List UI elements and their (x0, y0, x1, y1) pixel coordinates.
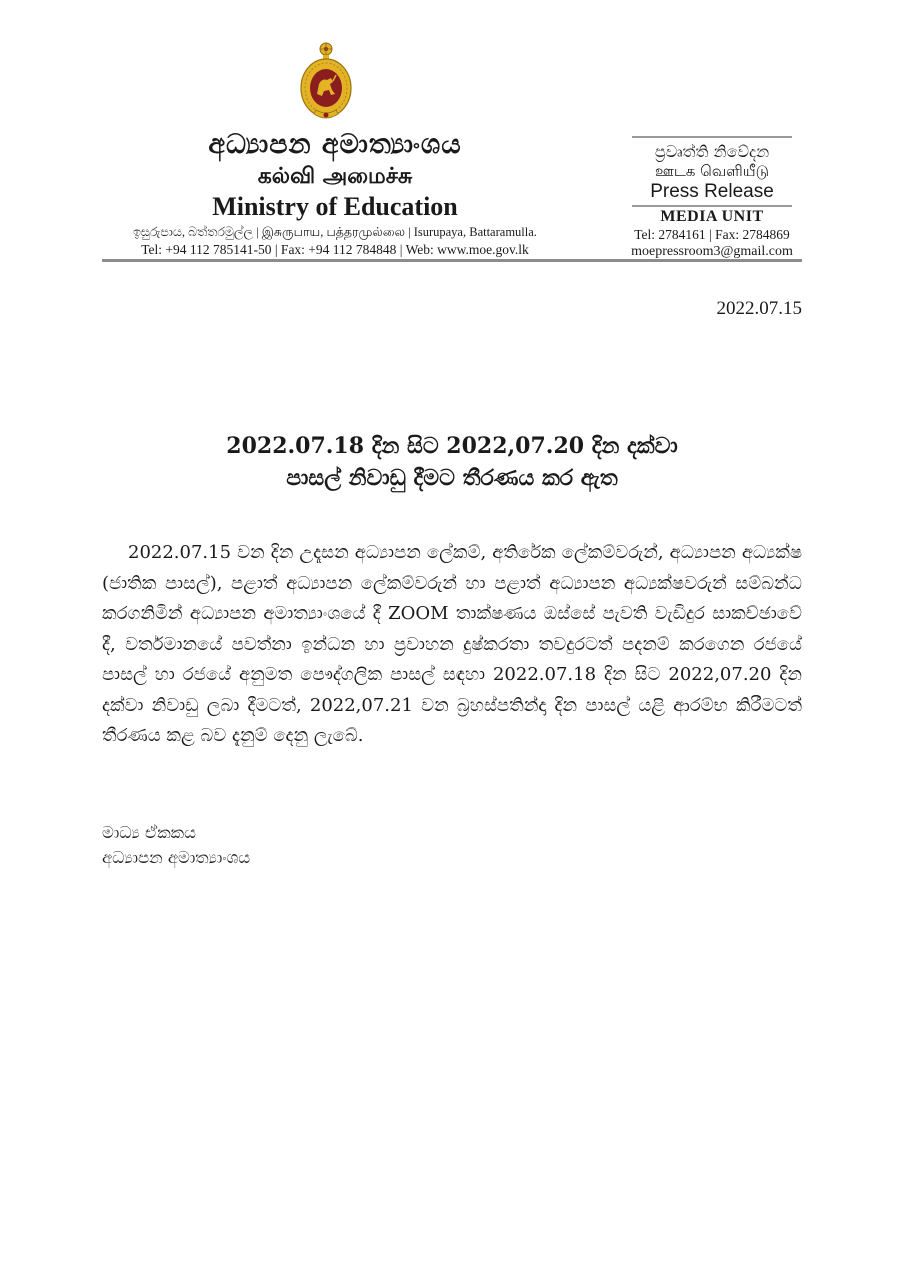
media-unit-label: MEDIA UNIT (660, 208, 764, 225)
ministry-name-english: Ministry of Education (212, 192, 458, 221)
title-line-1: 2022.07.18 දින සිට 2022,07.20 දින දක්වා (226, 433, 678, 459)
media-unit-email: moepressroom3@gmail.com (631, 244, 793, 259)
press-release-box (632, 136, 792, 207)
ministry-address: ඉසුරුපාය, බත්තරමුල්ල | இசுருபாய, பத்தரமுல்லை | Isurupaya, Battaramulla. (133, 225, 537, 239)
title-line-2: පාසල් නිවාඩු දීමට තීරණය කර ඇත (286, 465, 618, 491)
ministry-header (100, 128, 570, 259)
document-body: 2022.07.15 වන දින උදෑසන අධ්‍යාපන ලේකම්, අතිරේක ලේකම්වරුන්, අධ්‍යාපන අධ්‍යක්ෂ (ජාතික පාසල්), පළාත් අධ්‍යාපන ලේකම්වරුන් හා පළාත් අධ්‍යාපන අධ්‍යක්ෂවරුන් සම්බන්ධ කරගනිමින් අධ්‍යාපන අමාත්‍යාංශයේ දී ZOOM තාක්ෂණය ඔස්සේ පැවති වැඩිදුර සාකච්ඡාවේ දී, වර්තමානයේ පවත්නා ඉන්ධන හා ප්‍රවාහන දුෂ්කරතා තවදුරටත් පදනම් කරගෙන රජයේ පාසල් හා රජයේ අනුමත පෞද්ගලික පාසල් සඳහා 2022.07.18 දින සිට 2022,07.20 දින දක්වා නිවාඩු ලබා දීමටත්, 2022,07.21 වන බ්‍රහස්පතින්දා දින පාසල් යළි ආරම්භ කිරීමටත් තීරණය කළ බව දැනුම් දෙනු ලැබේ. (102, 542, 802, 746)
press-release-english: Press Release (650, 181, 774, 202)
document-title (102, 430, 802, 494)
ministry-name-tamil: கல்வி அமைச்சு (257, 163, 413, 189)
media-unit-block (620, 136, 804, 260)
press-release-tamil: ஊடக வெளியீடு (654, 162, 770, 180)
header-divider (102, 259, 802, 262)
ministry-name-sinhala: අධ්‍යාපන අමාත්‍යාංශය (208, 129, 462, 160)
signoff-ministry: අධ්‍යාපන අමාත්‍යාංශය (102, 848, 251, 867)
national-emblem-icon (300, 42, 352, 126)
signoff-unit: මාධ්‍ය ඒකකය (102, 823, 196, 842)
document-date: 2022.07.15 (716, 298, 802, 319)
document-signoff (102, 820, 250, 870)
ministry-contact: Tel: +94 112 785141-50 | Fax: +94 112 784848 | Web: www.moe.gov.lk (141, 242, 529, 257)
media-unit-tel-fax: Tel: 2784161 | Fax: 2784869 (634, 227, 790, 242)
press-release-sinhala: ප්‍රවෘත්ති නිවේදන (654, 142, 770, 161)
